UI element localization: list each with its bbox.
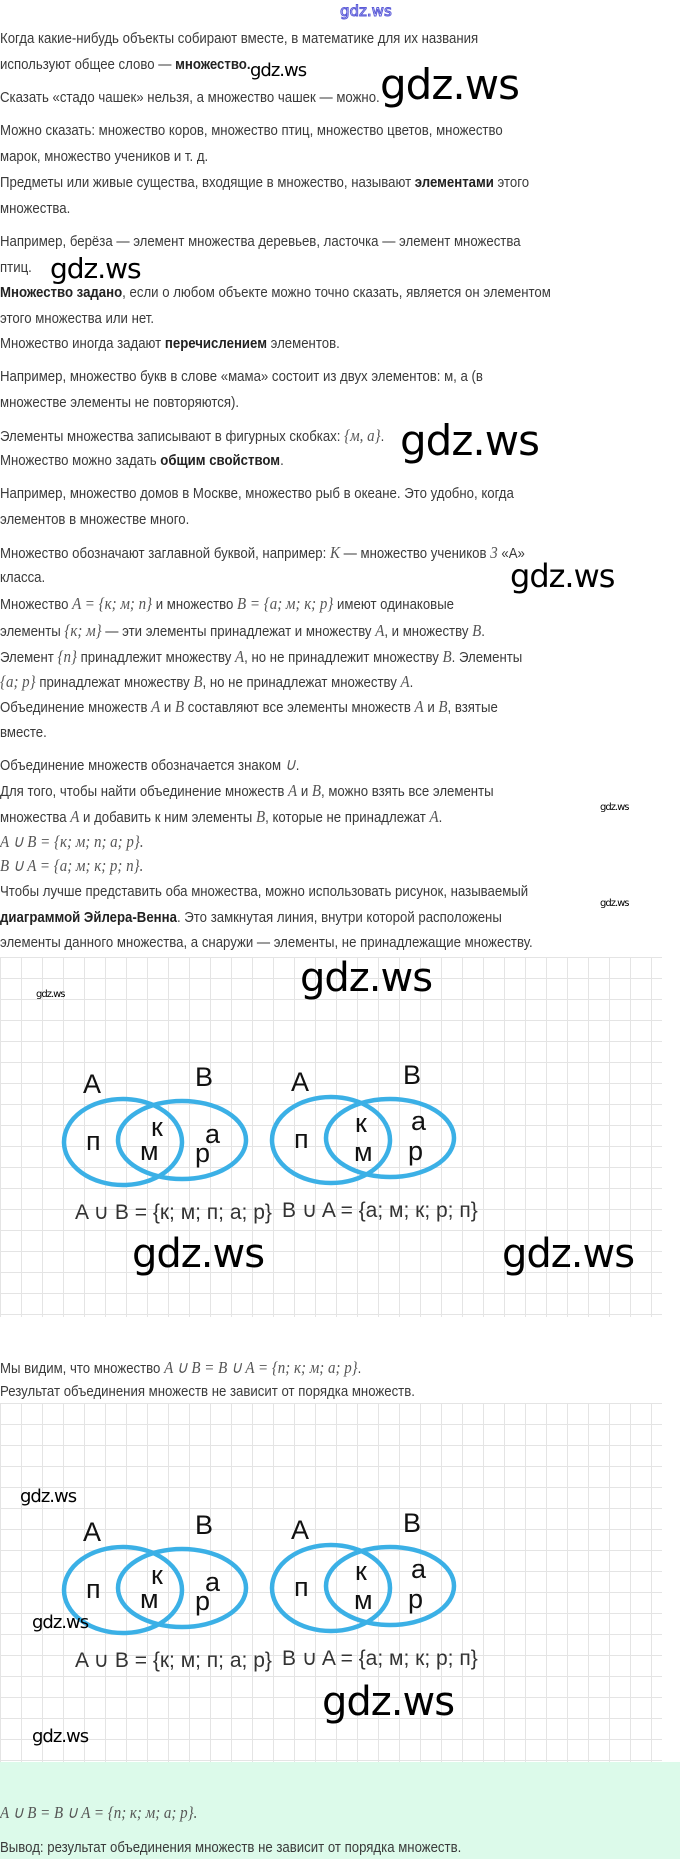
element-label: к — [151, 1112, 163, 1142]
venn-diagram-left — [64, 1062, 272, 1224]
text-line — [0, 543, 525, 564]
text-line — [0, 832, 144, 853]
text-segment: имеют одинаковые — [333, 596, 455, 613]
text-segment: Когда какие-нибудь объекты собирают вместе, в математике для их названия — [0, 30, 479, 47]
element-label: к — [355, 1556, 367, 1586]
text-segment: элементов. — [266, 335, 340, 352]
text-segment: Объединение множеств обозначается знаком — [0, 757, 285, 774]
math-expression: B — [472, 621, 482, 640]
text-segment: Множество — [0, 596, 73, 613]
element-label: р — [408, 1136, 424, 1166]
text-segment: Результат объединения множеств не зависит от порядка множеств. — [0, 1383, 415, 1400]
text-segment: вместе. — [0, 724, 47, 741]
text-segment: множества. — [0, 200, 71, 217]
text-line — [0, 334, 340, 354]
math-expression: A — [400, 672, 410, 691]
text-segment: этого — [493, 174, 530, 191]
union-formula: A ∪ B = {к; м; п; а; р} — [75, 1201, 272, 1224]
element-label: п — [294, 1124, 309, 1154]
element-label: а — [205, 1119, 221, 1149]
venn-diagram-left — [64, 1510, 272, 1672]
text-line — [0, 908, 502, 928]
text-segment: . — [380, 428, 385, 445]
text-segment: используют общее слово — — [0, 56, 176, 73]
text-line — [0, 426, 384, 447]
math-expression: A — [375, 621, 385, 640]
math-expression: A — [429, 807, 439, 826]
bold-term: множество. — [175, 56, 251, 73]
text-segment: этого множества или нет. — [0, 310, 155, 327]
text-segment: Элемент — [0, 649, 58, 666]
venn-diagram-right — [272, 1060, 478, 1222]
text-segment: марок, множество учеников и т. д. — [0, 148, 209, 165]
text-line — [0, 147, 208, 167]
math-expression: {м, а} — [344, 426, 381, 445]
text-line — [0, 232, 521, 252]
text-segment: и — [423, 699, 439, 716]
text-segment: , которые не принадлежат — [265, 809, 430, 826]
text-line — [0, 1838, 461, 1858]
watermark: gdz.ws — [600, 802, 629, 813]
text-segment: . — [481, 623, 485, 640]
math-expression: {а; р} — [0, 672, 36, 691]
math-expression: B ∪ A = {а; м; к; р; п}. — [0, 856, 144, 875]
element-label: к — [151, 1560, 163, 1590]
element-label: п — [86, 1126, 101, 1156]
element-label: м — [354, 1137, 373, 1167]
text-line — [0, 755, 299, 776]
bold-term: элементами — [414, 174, 494, 191]
math-expression: A ∪ B = B ∪ A = {п; к; м; а; р}. — [0, 1803, 198, 1822]
text-segment: , если о любом объекте можно точно сказать, является он элементом — [122, 284, 551, 301]
text-line — [0, 199, 70, 219]
watermark: gdz.ws — [250, 60, 307, 81]
watermark: gdz.ws — [510, 557, 615, 595]
text-line — [0, 1358, 361, 1379]
text-segment: птиц. — [0, 259, 32, 276]
text-segment: , но не принадлежит множеству — [244, 649, 443, 666]
text-line — [0, 121, 503, 141]
set-b-label: B — [403, 1060, 422, 1090]
math-expression: B — [442, 647, 452, 666]
text-line — [0, 258, 32, 278]
text-segment: и — [160, 699, 175, 716]
text-segment: Множество иногда задают — [0, 335, 165, 352]
watermark: gdz.ws — [32, 1612, 89, 1633]
math-expression: A — [70, 807, 80, 826]
text-line — [0, 88, 380, 108]
bold-term: диаграммой Эйлера-Венна — [0, 909, 177, 926]
text-segment: , взятые — [447, 699, 498, 716]
math-expression: B — [174, 697, 185, 716]
watermark: gdz.ws — [36, 989, 65, 1000]
text-line — [0, 647, 522, 668]
text-line — [0, 393, 239, 413]
text-segment: Например, берёза — элемент множества деревьев, ласточка — элемент множества — [0, 233, 521, 250]
text-line — [0, 856, 143, 877]
text-segment: множества — [0, 809, 71, 826]
text-segment: , и множеству — [384, 623, 473, 640]
text-line — [0, 568, 45, 588]
text-line — [0, 451, 284, 471]
math-expression: B — [438, 697, 448, 716]
text-segment: Можно сказать: множество коров, множество птиц, множество цветов, множество — [0, 122, 503, 139]
text-line — [0, 283, 551, 303]
text-segment: Элементы множества записывают в фигурных скобках: — [0, 428, 345, 445]
math-expression: A ∪ B = B ∪ A = {п; к; м; а; р} — [164, 1358, 358, 1377]
text-line — [0, 367, 483, 387]
text-segment: — эти элементы принадлежат и множеству — [101, 623, 376, 640]
bold-term: Множество задано — [0, 284, 123, 301]
venn-diagram-right — [272, 1508, 478, 1670]
text-segment: множестве элементы не повторяются). — [0, 394, 240, 411]
element-label: п — [294, 1572, 309, 1602]
set-a-label: A — [83, 1517, 102, 1547]
set-a-label: A — [83, 1069, 102, 1099]
union-formula: A ∪ B = {к; м; п; а; р} — [75, 1649, 272, 1672]
element-label: а — [411, 1106, 427, 1136]
text-segment: Вывод: результат объединения множеств не зависит от порядка множеств. — [0, 1839, 462, 1856]
text-line — [0, 1382, 415, 1402]
text-segment: «А» — [497, 545, 525, 562]
text-segment: . — [295, 757, 300, 774]
math-expression: K — [330, 543, 340, 562]
text-segment: составляют все элементы множеств — [184, 699, 415, 716]
text-segment: элементы — [0, 623, 65, 640]
text-line — [0, 781, 494, 802]
set-b-label: B — [403, 1508, 422, 1538]
element-label: м — [140, 1136, 159, 1166]
watermark: gdz.ws — [380, 60, 519, 109]
text-line — [0, 484, 514, 504]
text-line — [0, 594, 454, 615]
text-segment: принадлежит множеству — [76, 649, 236, 666]
math-expression: A = {к; м; п} — [72, 594, 153, 613]
text-line — [0, 173, 529, 193]
bold-term: общим свойством — [160, 452, 281, 469]
text-line — [0, 807, 442, 828]
math-expression: A — [288, 781, 298, 800]
watermark: gdz.ws — [600, 898, 629, 909]
math-expression: {к; м} — [64, 621, 102, 640]
set-b-label: B — [195, 1062, 214, 1092]
watermark: gdz.ws — [50, 252, 141, 285]
watermark: gdz.ws — [340, 2, 392, 20]
math-expression: {п} — [57, 647, 77, 666]
text-segment: . — [438, 809, 443, 826]
watermark: gdz.ws — [300, 955, 433, 1001]
text-segment: принадлежат множеству — [35, 674, 194, 691]
text-segment: , можно взять все элементы — [321, 783, 494, 800]
text-segment: и добавить к ним элементы — [79, 809, 256, 826]
element-label: р — [408, 1584, 424, 1614]
text-segment: — множество учеников — [339, 545, 491, 562]
text-segment: Например, множество домов в Москве, множество рыб в океане. Это удобно, когда — [0, 485, 514, 502]
text-line — [0, 882, 528, 902]
text-segment: Сказать «стадо чашек» нельзя, а множество чашек — можно. — [0, 89, 380, 106]
text-line — [0, 933, 533, 953]
math-expression: 3 — [490, 543, 498, 562]
set-a-label: A — [291, 1515, 310, 1545]
text-segment: Например, множество букв в слове «мама» состоит из двух элементов: м, а (в — [0, 368, 483, 385]
element-label: а — [205, 1567, 221, 1597]
text-segment: Объединение множеств — [0, 699, 152, 716]
math-expression: A ∪ B = {к; м; п; а; р}. — [0, 832, 144, 851]
text-line — [0, 510, 189, 530]
math-expression: A — [151, 697, 161, 716]
math-expression: B — [193, 672, 203, 691]
text-line — [0, 697, 498, 718]
math-expression: A — [414, 697, 424, 716]
text-line — [0, 621, 485, 642]
text-line — [0, 1803, 197, 1824]
text-segment: элементы данного множества, а снаружи — элементы, не принадлежащие множеству. — [0, 934, 533, 951]
watermark: gdz.ws — [502, 1231, 635, 1277]
text-segment: Чтобы лучше представить оба множества, можно использовать рисунок, называемый — [0, 883, 529, 900]
math-expression: B — [311, 781, 322, 800]
union-formula: B ∪ A = {а; м; к; р; п} — [282, 1199, 478, 1222]
watermark: gdz.ws — [400, 416, 539, 465]
text-line — [0, 309, 154, 329]
set-a-ellipse — [64, 1099, 182, 1185]
text-segment: Множество обозначают заглавной буквой, например: — [0, 545, 330, 562]
text-segment: . — [357, 1360, 362, 1377]
element-label: м — [140, 1584, 159, 1614]
element-label: р — [195, 1138, 211, 1168]
bold-term: перечислением — [164, 335, 267, 352]
text-segment: . Элементы — [451, 649, 523, 666]
math-expression: B = {а; м; к; р} — [237, 594, 334, 613]
math-expression: ∪ — [284, 755, 296, 774]
watermark: gdz.ws — [20, 1486, 77, 1507]
math-expression: B — [255, 807, 266, 826]
text-segment: элементов в множестве много. — [0, 511, 190, 528]
element-label: а — [411, 1554, 427, 1584]
text-line — [0, 723, 47, 743]
watermark: gdz.ws — [132, 1231, 265, 1277]
text-segment: Множество можно задать — [0, 452, 161, 469]
text-segment: и — [297, 783, 312, 800]
element-label: м — [354, 1585, 373, 1615]
math-expression: A — [235, 647, 245, 666]
text-segment: . — [280, 452, 284, 469]
set-a-label: A — [291, 1067, 310, 1097]
element-label: к — [355, 1108, 367, 1138]
text-segment: Для того, чтобы найти объединение множеств — [0, 783, 289, 800]
text-segment: , но не принадлежат множеству — [202, 674, 401, 691]
text-segment: Мы видим, что множество — [0, 1360, 165, 1377]
text-segment: класса. — [0, 569, 46, 586]
text-line — [0, 29, 478, 49]
watermark: gdz.ws — [322, 1679, 455, 1725]
union-formula: B ∪ A = {а; м; к; р; п} — [282, 1647, 478, 1670]
element-label: п — [86, 1574, 101, 1604]
element-label: р — [195, 1586, 211, 1616]
text-segment: и множество — [152, 596, 238, 613]
watermark: gdz.ws — [32, 1726, 89, 1747]
text-segment: . — [409, 674, 414, 691]
text-segment: Предметы или живые существа, входящие в множество, называют — [0, 174, 415, 191]
text-line — [0, 55, 251, 75]
set-b-label: B — [195, 1510, 214, 1540]
text-line — [0, 672, 413, 693]
text-segment: . Это замкнутая линия, внутри которой расположены — [176, 909, 502, 926]
